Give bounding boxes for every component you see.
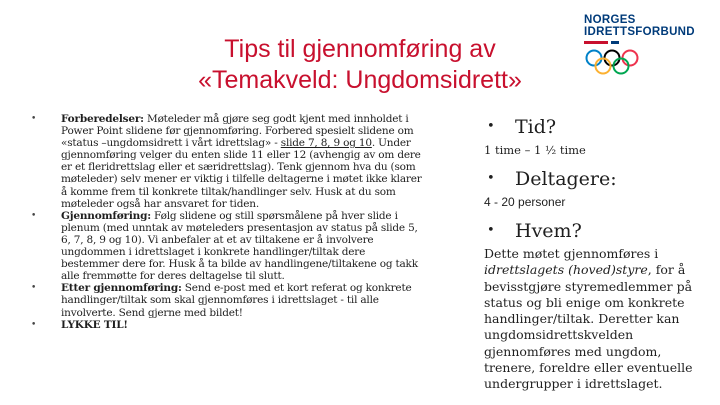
list-item-gjennomforing bbox=[26, 210, 426, 283]
item-text: Møteleder må gjøre seg godt kjent med innholdet i Power Point slidene før gjennomføring. Forbered spesielt slidene om «status –ungdomsidrett i vårt idrettslag» - bbox=[61, 113, 414, 150]
bullet-icon: • bbox=[487, 119, 495, 134]
who-description bbox=[484, 246, 709, 393]
who-text: Dette møtet gjennomføres i bbox=[484, 246, 659, 261]
time-heading bbox=[484, 112, 709, 142]
item-label: LYKKE TIL! bbox=[61, 318, 128, 331]
logo-word-norges: NORGES bbox=[584, 14, 636, 26]
participants-value: 4 - 20 personer bbox=[484, 195, 566, 209]
instructions-list bbox=[26, 113, 426, 331]
logo-word-idrettsforbund: IDRETTSFORBUND bbox=[584, 26, 695, 38]
olympic-rings-icon bbox=[585, 48, 645, 78]
bullet-icon: • bbox=[31, 210, 37, 221]
who-text-italic: idrettslagets (hoved)styre bbox=[484, 262, 648, 278]
who-heading bbox=[484, 216, 709, 246]
participants-heading bbox=[484, 164, 709, 194]
bullet-icon: • bbox=[487, 223, 495, 238]
item-text: Følg slidene og still spørsmålene på hver slide i plenum (med unntak av møteleders presentasjon av status på slide 5, 6, 7, 8, 9 og 10). Vi anbefaler at et av tiltakene er å involvere ungdommen i idrettslaget i konkrete handlinger/tiltak dere bestemmer dere for. Husk å ta bilde av handlingene/tiltakene og takk alle fremmøtte for deres deltagelse til slutt. bbox=[61, 209, 418, 283]
logo-red-bar bbox=[584, 41, 608, 44]
bullet-icon: • bbox=[31, 283, 37, 294]
participants-heading-text: Deltagere: bbox=[515, 168, 617, 190]
bullet-icon: • bbox=[31, 319, 37, 330]
slide-title-line-1: Tips til gjennomføring av bbox=[224, 35, 496, 63]
olympic-ring-green bbox=[614, 59, 629, 74]
item-text: Send e-post med et kort referat og konkrete handlinger/tiltak som skal gjennomføres i idrettslaget - til alle involverte. Send gjerne med bildet! bbox=[61, 282, 412, 319]
list-item-etter-gjennomforing bbox=[26, 282, 426, 318]
olympic-ring-red bbox=[623, 51, 638, 66]
item-slide-reference: slide 7, 8, 9 og 10 bbox=[280, 137, 372, 150]
item-text-continued: . Under gjennomføring velger du enten slide 11 eller 12 (avhengig av om dere er et fleridrettslag eller et særidrettslag). Tenk gjennom hva du (som møteleder) selv mener er viktig i tilfelle deltagerne i møtet ikke klarer å komme frem til konkrete tiltak/handlinger selv. Husk at du som møteleder også har ansvaret for tiden. bbox=[61, 137, 422, 210]
list-item-lykke-til bbox=[26, 319, 426, 331]
bullet-icon: • bbox=[31, 114, 37, 124]
time-heading-text: Tid? bbox=[515, 116, 557, 138]
olympic-ring-black bbox=[605, 51, 620, 66]
item-label: Etter gjennomføring: bbox=[61, 282, 182, 295]
slide-title-line-2: «Temakveld: Ungdomsidrett» bbox=[198, 66, 522, 94]
logo-blue-bar bbox=[611, 41, 619, 44]
slide-title bbox=[120, 34, 600, 96]
summary-panel bbox=[484, 112, 709, 393]
who-text-continued: , for å bevisstgjøre styremedlemmer på status og bli enige om konkrete handlinger/tiltak. Deretter kan ungdomsidrettskvelden gjennomføres med ungdom, trenere, foreldre eller eventuelle undergrupper i idrettslaget. bbox=[484, 262, 693, 392]
who-heading-text: Hvem? bbox=[515, 220, 582, 242]
olympic-ring-yellow bbox=[596, 59, 611, 74]
olympic-ring-blue bbox=[587, 51, 602, 66]
list-item-forberedelser bbox=[26, 113, 426, 210]
item-label: Forberedelser: bbox=[61, 113, 144, 125]
item-label: Gjennomføring: bbox=[61, 209, 151, 222]
norges-idrettsforbund-logo bbox=[584, 14, 704, 76]
time-value: 1 time – 1 ½ time bbox=[484, 143, 586, 157]
bullet-icon: • bbox=[487, 171, 495, 186]
